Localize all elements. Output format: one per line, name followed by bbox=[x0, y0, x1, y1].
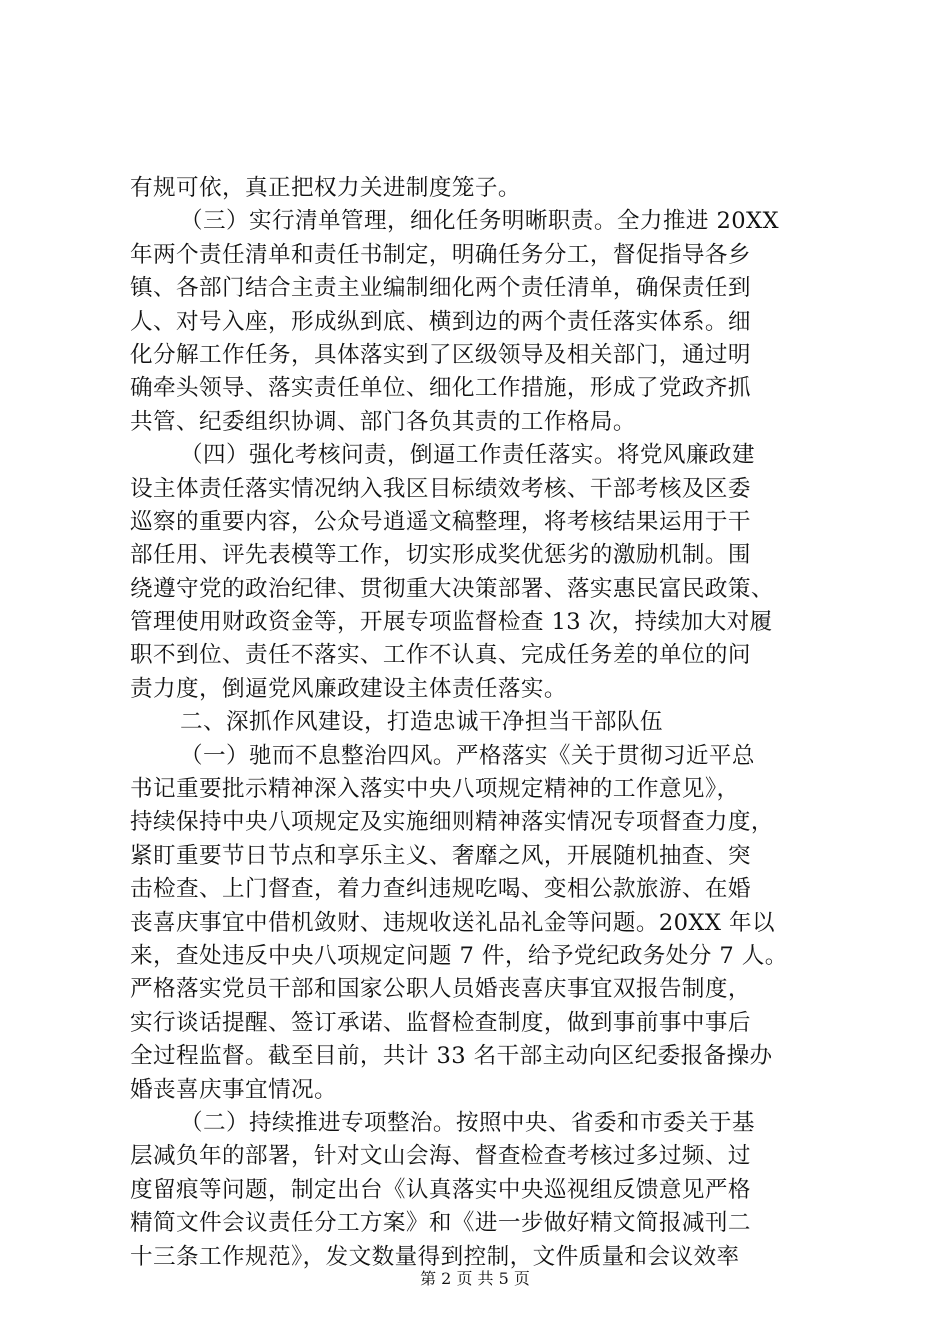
text-line: 部任用、评先表模等工作，切实形成奖优惩劣的激励机制。围 bbox=[130, 542, 751, 569]
page-number-footer: 第 2 页 共 5 页 bbox=[420, 1269, 530, 1288]
paragraph-first-line: 二、深抓作风建设，打造忠诚干净担当干部队伍 bbox=[180, 709, 663, 736]
text-line: 严格落实党员干部和国家公职人员婚丧喜庆事宜双报告制度， bbox=[130, 976, 751, 1003]
text-line: 有规可依，真正把权力关进制度笼子。 bbox=[130, 175, 521, 201]
paragraph-first-line: （一）驰而不息整治四风。严格落实《关于贯彻习近平总 bbox=[180, 742, 755, 769]
text-line: 全过程监督。截至目前，共计 33 名干部主动向区纪委报备操办 bbox=[130, 1043, 773, 1070]
text-line: 击检查、上门督查，着力查纠违规吃喝、变相公款旅游、在婚 bbox=[130, 876, 751, 903]
text-line: 持续保持中央八项规定及实施细则精神落实情况专项督查力度， bbox=[130, 809, 774, 836]
text-line: 化分解工作任务，具体落实到了区级领导及相关部门，通过明 bbox=[130, 341, 751, 368]
text-line: 镇、各部门结合主责主业编制细化两个责任清单，确保责任到 bbox=[130, 275, 751, 302]
text-line: 度留痕等问题，制定出台《认真落实中央巡视组反馈意见严格 bbox=[130, 1176, 751, 1203]
text-line: 实行谈话提醒、签订承诺、监督检查制度，做到事前事中事后 bbox=[130, 1009, 751, 1036]
text-line: 紧盯重要节日节点和享乐主义、奢靡之风，开展随机抽查、突 bbox=[130, 842, 751, 869]
document-body bbox=[130, 172, 834, 1274]
text-line: 管理使用财政资金等，开展专项监督检查 13 次，持续加大对履 bbox=[130, 609, 773, 636]
text-line: 年两个责任清单和责任书制定，明确任务分工，督促指导各乡 bbox=[130, 241, 751, 268]
text-line: 设主体责任落实情况纳入我区目标绩效考核、干部考核及区委 bbox=[130, 475, 751, 502]
text-line: 责力度，倒逼党风廉政建设主体责任落实。 bbox=[130, 675, 567, 702]
text-line: 确牵头领导、落实责任单位、细化工作措施，形成了党政齐抓 bbox=[130, 375, 751, 402]
text-line: 共管、纪委组织协调、部门各负其责的工作格局。 bbox=[130, 408, 636, 435]
text-line: 来，查处违反中央八项规定问题 7 件，给予党纪政务处分 7 人。 bbox=[130, 942, 788, 969]
text-line: 巡察的重要内容，公众号逍遥文稿整理，将考核结果运用于干 bbox=[130, 508, 751, 535]
paragraph-first-line: （三）实行清单管理，细化任务明晰职责。全力推进 20XX bbox=[180, 208, 779, 235]
text-line: 人、对号入座，形成纵到底、横到边的两个责任落实体系。细 bbox=[130, 308, 751, 335]
text-line: 十三条工作规范》，发文数量得到控制，文件质量和会议效率 bbox=[130, 1243, 740, 1270]
text-line: 丧喜庆事宜中借机敛财、违规收送礼品礼金等问题。20XX 年以 bbox=[130, 909, 775, 936]
text-line: 职不到位、责任不落实、工作不认真、完成任务差的单位的问 bbox=[130, 642, 751, 669]
text-line: 婚丧喜庆事宜情况。 bbox=[130, 1076, 337, 1103]
paragraph-first-line: （四）强化考核问责，倒逼工作责任落实。将党风廉政建 bbox=[180, 442, 755, 469]
text-line: 层减负年的部署，针对文山会海、督查检查考核过多过频、过 bbox=[130, 1143, 751, 1170]
paragraph-first-line: （二）持续推进专项整治。按照中央、省委和市委关于基 bbox=[180, 1109, 755, 1136]
text-line: 精简文件会议责任分工方案》和《进一步做好精文简报减刊二 bbox=[130, 1210, 751, 1237]
text-line: 书记重要批示精神深入落实中央八项规定精神的工作意见》， bbox=[130, 776, 740, 803]
text-line: 绕遵守党的政治纪律、贯彻重大决策部署、落实惠民富民政策、 bbox=[130, 575, 774, 602]
